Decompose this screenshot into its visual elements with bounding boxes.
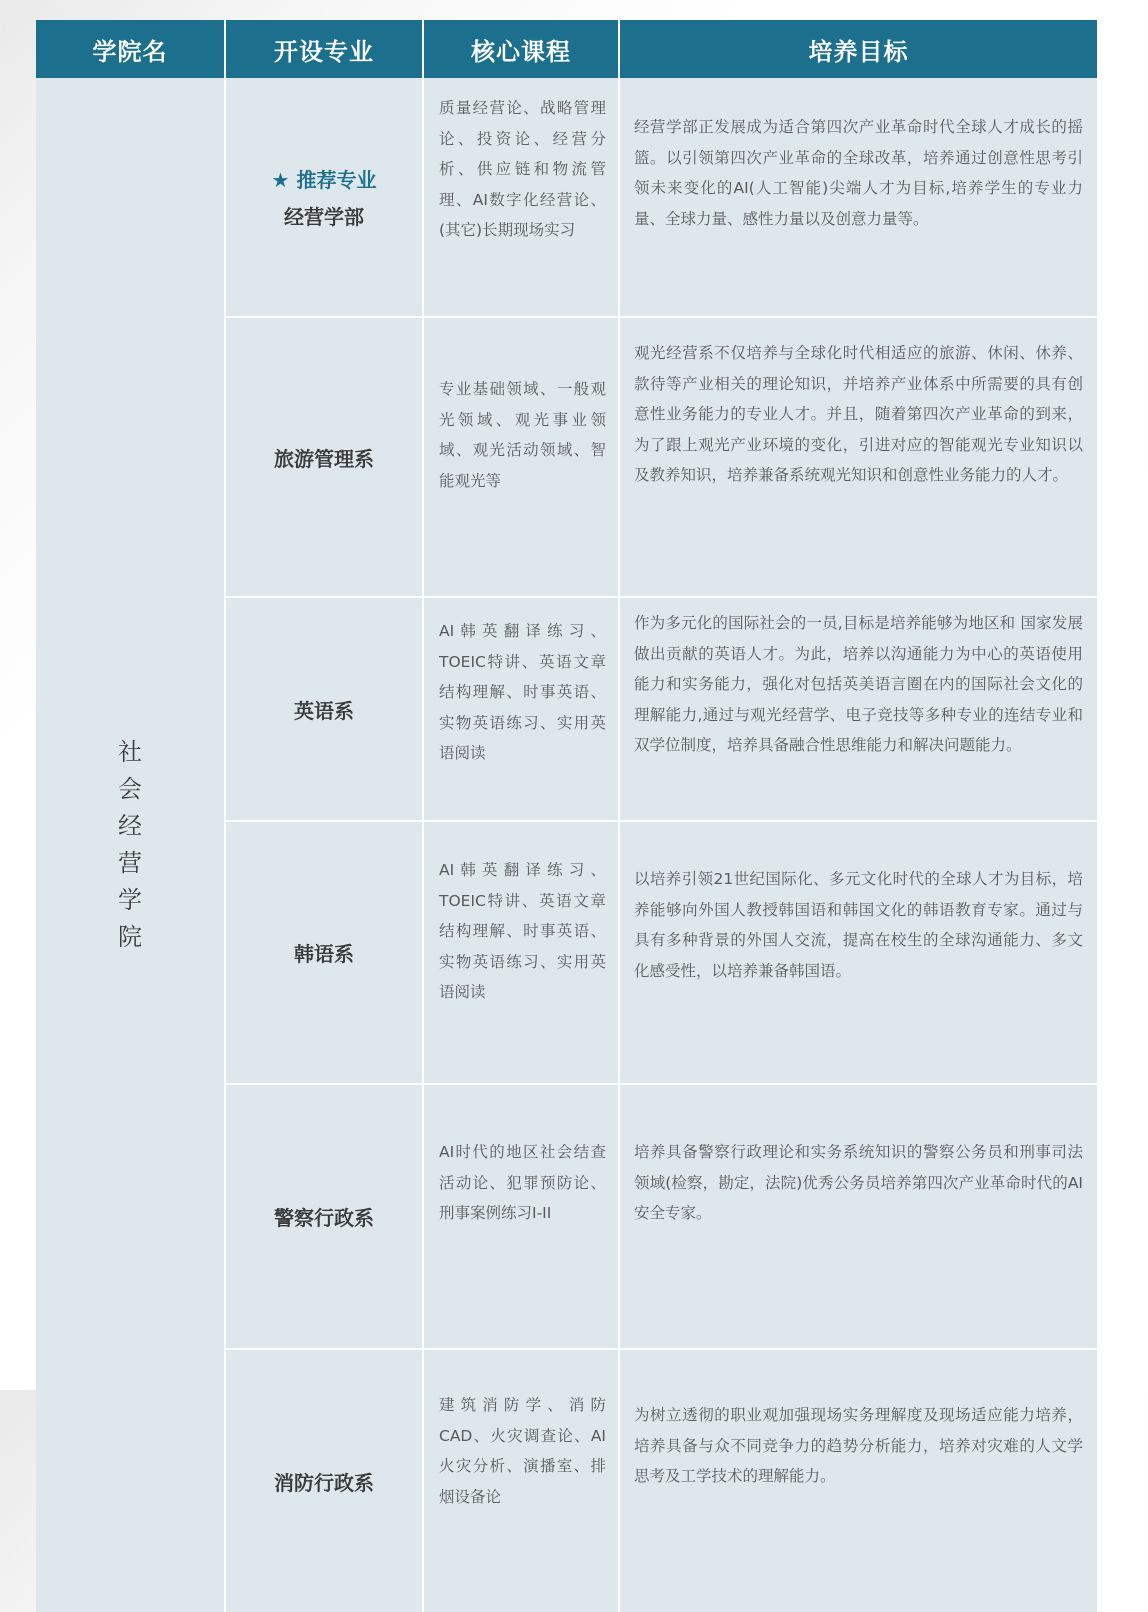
college-name: 社会经营学院: [118, 738, 142, 951]
major-name: 消防行政系: [274, 1470, 374, 1495]
goal-cell: 作为多元化的国际社会的一员,目标是培养能够为地区和 国家发展做出贡献的英语人才。为此，培养以沟通能力为中心的英语使用能力和实务能力，强化对包括英美语言圈在内的国际社会文化的理解能力,通过与观光经营学、电子竞技等多种专业的连结专业和双学位制度，培养具备融合性思维能力和解决问题能力。: [619, 597, 1097, 821]
major-name: 警察行政系: [274, 1206, 374, 1230]
table-header-row: [36, 20, 1097, 78]
major-name: 韩语系: [294, 942, 354, 966]
major-cell: [225, 597, 423, 821]
header-goals: 培养目标: [619, 20, 1097, 78]
major-name: 经营学部: [284, 205, 364, 229]
header-college: 学院名: [36, 20, 225, 78]
table-row: [36, 78, 1097, 317]
goal-cell: 观光经营系不仅培养与全球化时代相适应的旅游、休闲、休养、款待等产业相关的理论知识，并培养产业体系中所需要的具有创意性业务能力的专业人才。并且，随着第四次产业革命的到来，为了跟上观光产业环境的变化，引进对应的智能观光专业知识以及教养知识，培养兼备系统观光知识和创意性业务能力的人才。: [619, 317, 1097, 597]
courses-cell: AI韩英翻译练习、TOEIC特讲、英语文章结构理解、时事英语、实物英语练习、实用英语阅读: [423, 597, 619, 821]
recommended-badge: ★ 推荐专业: [271, 168, 377, 192]
major-cell: [225, 821, 423, 1084]
major-cell: [225, 1349, 423, 1612]
header-courses: 核心课程: [423, 20, 619, 78]
courses-cell: 建筑消防学、消防CAD、火灾调查论、AI火灾分析、演播室、排烟设备论: [423, 1349, 619, 1612]
program-table: [36, 20, 1097, 1612]
major-name: 英语系: [294, 698, 354, 723]
major-cell: [225, 78, 423, 317]
goal-cell: 培养具备警察行政理论和实务系统知识的警察公务员和刑事司法领域(检察，勘定，法院)优秀公务员培养第四次产业革命时代的AI安全专家。: [619, 1084, 1097, 1349]
goal-cell: 经营学部正发展成为适合第四次产业革命时代全球人才成长的摇篮。以引领第四次产业革命的全球改革，培养通过创意性思考引领未来变化的AI(人工智能)尖端人才为目标,培养学生的专业力量、全球力量、感性力量以及创意力量等。: [619, 78, 1097, 317]
courses-cell: AI韩英翻译练习、TOEIC特讲、英语文章结构理解、时事英语、实物英语练习、实用英语阅读: [423, 821, 619, 1084]
header-major: 开设专业: [225, 20, 423, 78]
courses-cell: 质量经营论、战略管理论、投资论、经营分析、供应链和物流管理、AI数字化经营论、(其它)长期现场实习: [423, 78, 619, 317]
major-name: 旅游管理系: [274, 446, 374, 471]
courses-cell: 专业基础领域、一般观光领域、观光事业领域、观光活动领域、智能观光等: [423, 317, 619, 597]
major-cell: [225, 1084, 423, 1349]
goal-cell: 以培养引领21世纪国际化、多元文化时代的全球人才为目标，培养能够向外国人教授韩国语和韩国文化的韩语教育专家。通过与具有多种背景的外国人交流，提高在校生的全球沟通能力、多文化感受性，以培养兼备韩国语。: [619, 821, 1097, 1084]
courses-cell: AI时代的地区社会结查活动论、犯罪预防论、刑事案例练习I-II: [423, 1084, 619, 1349]
major-cell: [225, 317, 423, 597]
program-table-container: [36, 20, 1097, 1612]
college-cell: [36, 78, 225, 1612]
goal-cell: 为树立透彻的职业观加强现场实务理解度及现场适应能力培养，培养具备与众不同竞争力的趋势分析能力，培养对灾难的人文学思考及工学技术的理解能力。: [619, 1349, 1097, 1612]
